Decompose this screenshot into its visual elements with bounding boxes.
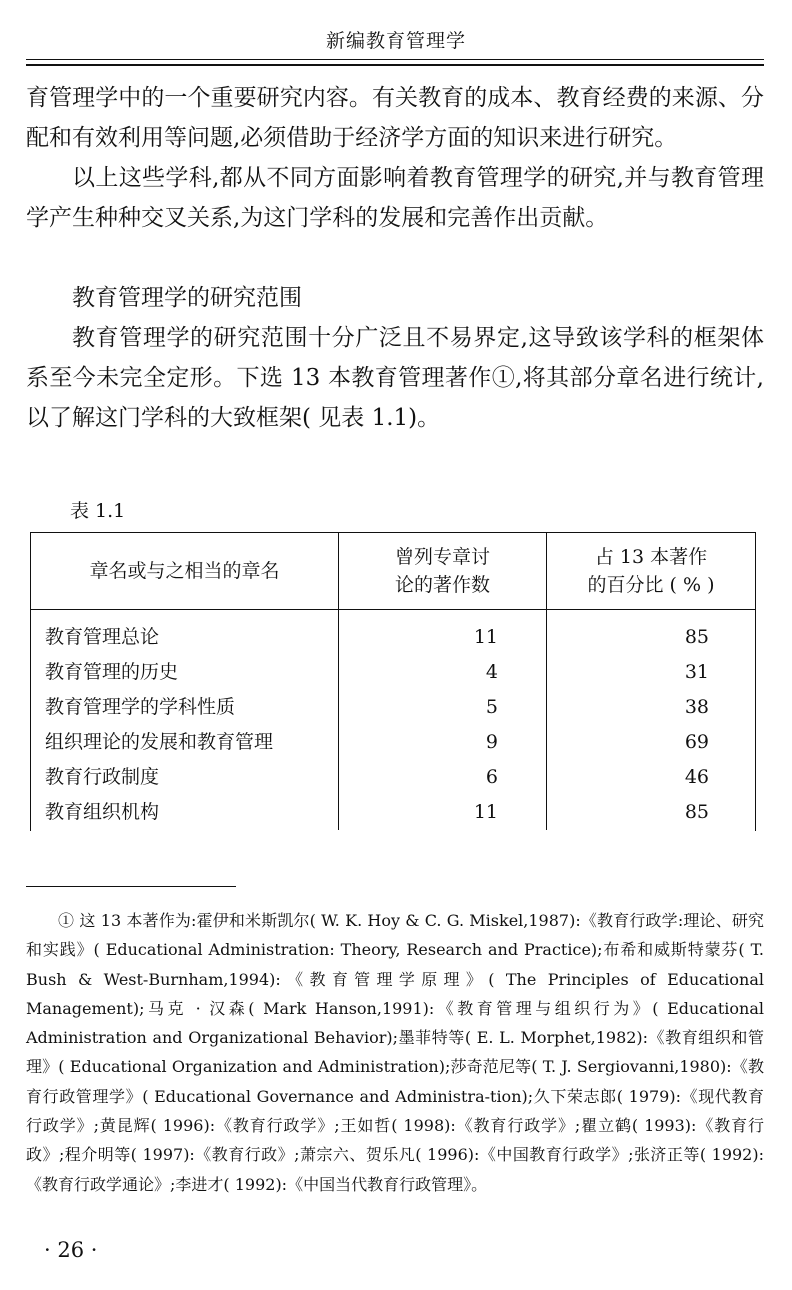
- footnote-rule: [26, 886, 236, 887]
- table-body: [31, 610, 755, 830]
- header-rule: [26, 59, 764, 60]
- footnote: ① 这 13 本著作为:霍伊和米斯凯尔( W. K. Hoy & C. G. Miskel,1987):《教育行政学:理论、研究和实践》( Educational Administration: Theory, Research and Practice);布希和威斯特蒙芬( T. Bush & West-Burnham,1994):《教育管理学原理》( The Principles of Educational Management);马克 · 汉森( Mark Hanson,1991):《教育管理与组织行为》( Educational Administration and Organizational Behavior);墨菲特等( E. L. Morphet,1982):《教育组织和管理》( Educational Organization and Administration);莎奇范尼等( T. J. Sergiovanni,1980):《教育行政管理学》( Educational Governance and Administra-tion);久下荣志郎( 1979):《现代教育行政学》;黄昆辉( 1996):《教育行政学》;王如哲( 1998):《教育行政学》;瞿立鹤( 1993):《教育行政》;程介明等( 1997):《教育行政》;萧宗六、贺乐凡( 1996):《中国教育行政学》;张济正等( 1992):《教育行政学通论》;李进才( 1992):《中国当代教育行政管理》。: [26, 911, 764, 1194]
- paragraph-1: 育管理学中的一个重要研究内容。有关教育的成本、教育经费的来源、分配和有效利用等问题,必须借助于经济学方面的知识来进行研究。: [26, 85, 764, 151]
- table-cell-count: 9: [485, 731, 498, 753]
- table-cell-count: 6: [485, 766, 498, 788]
- table-cell-count: 11: [473, 801, 498, 823]
- table-cell-percent: 46: [684, 766, 709, 788]
- table-cell-name: 教育行政制度: [45, 766, 160, 788]
- table-cell-count: 11: [473, 626, 498, 648]
- page-number: · 26 ·: [44, 1238, 98, 1262]
- data-table: [30, 532, 756, 831]
- table-cell-count: 5: [485, 696, 498, 718]
- header-rule-thick: [26, 64, 764, 66]
- table-cell-percent: 69: [684, 731, 709, 753]
- paragraph-3: 教育管理学的研究范围十分广泛且不易界定,这导致该学科的框架体系至今未完全定形。下选 13 本教育管理著作①,将其部分章名进行统计,以了解这门学科的大致框架( 见表 1.1)。: [26, 325, 764, 431]
- body-text: [26, 78, 764, 438]
- header-book-count: 曾列专章讨 论的著作数: [338, 533, 546, 609]
- column-percentages: [546, 610, 755, 830]
- table-cell-percent: 85: [684, 801, 709, 823]
- header-chapter-name: 章名或与之相当的章名: [89, 560, 280, 582]
- column-book-counts: [338, 610, 546, 830]
- table-cell-percent: 85: [684, 626, 709, 648]
- table-cell-name: 教育管理学的学科性质: [45, 696, 236, 718]
- table-cell-name: 教育管理总论: [45, 626, 160, 648]
- running-head: 新编教育管理学: [325, 30, 466, 52]
- column-chapter-names: [31, 610, 338, 830]
- table-cell-name: 组织理论的发展和教育管理: [45, 731, 274, 753]
- table-cell-percent: 38: [684, 696, 709, 718]
- table-cell-percent: 31: [684, 661, 709, 683]
- header-percentage: 占 13 本著作 的百分比 ( % ): [546, 533, 755, 609]
- table-cell-count: 4: [485, 661, 498, 683]
- table-cell-name: 教育管理的历史: [45, 661, 179, 683]
- section-heading: 教育管理学的研究范围: [72, 285, 302, 311]
- table-caption: 表 1.1: [70, 500, 126, 522]
- table-cell-name: 教育组织机构: [45, 801, 160, 823]
- table-header-row: [31, 533, 755, 610]
- paragraph-2: 以上这些学科,都从不同方面影响着教育管理学的研究,并与教育管理学产生种种交叉关系,为这门学科的发展和完善作出贡献。: [26, 165, 764, 231]
